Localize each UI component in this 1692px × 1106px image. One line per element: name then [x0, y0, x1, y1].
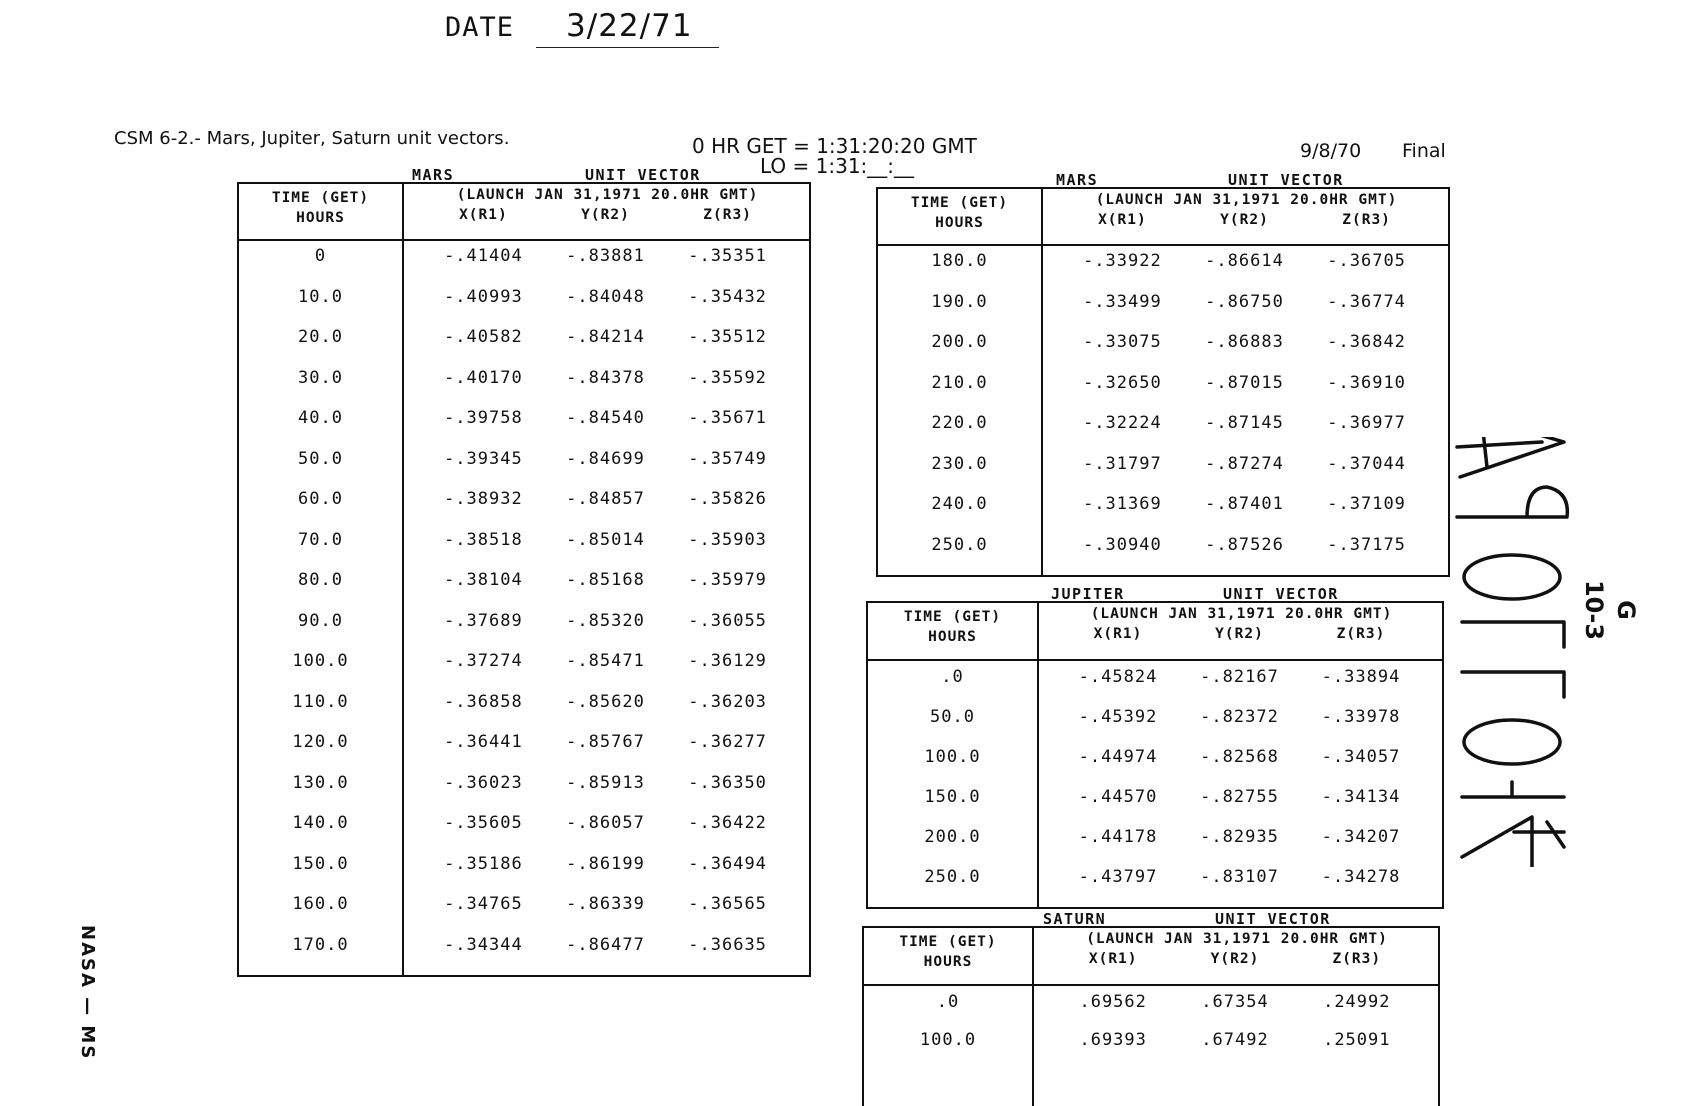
x-cell: -.45392: [1078, 707, 1158, 727]
z-cell: .24992: [1323, 992, 1391, 1012]
revision-status: Final: [1402, 140, 1446, 162]
y-cell: -.86199: [566, 853, 645, 874]
z-cell: -.35351: [688, 246, 767, 266]
z-cell: -.36842: [1327, 332, 1406, 352]
hours-header: HOURS: [296, 210, 345, 226]
time-cell: 140.0: [292, 813, 349, 833]
time-cell: 110.0: [292, 691, 349, 712]
x-cell: -.37274: [444, 651, 523, 671]
y-cell: -.82755: [1200, 787, 1279, 807]
x-cell: -.41404: [444, 246, 523, 266]
hours-header: HOURS: [923, 954, 973, 970]
unit-vector-label: UNIT VECTOR: [585, 166, 701, 184]
footer-text: NASA — MS: [77, 925, 98, 1061]
x-cell: -.40993: [444, 286, 523, 307]
date-line: [445, 8, 719, 48]
zero-hour-get: 0 HR GET = 1:31:20:20 GMT: [692, 134, 977, 158]
time-cell: 100.0: [919, 1030, 977, 1050]
x-header: X(R1): [1088, 951, 1138, 967]
z-cell: -.36350: [688, 772, 767, 793]
z-cell: -.36055: [688, 610, 767, 631]
column-divider: [402, 184, 404, 975]
time-cell: 60.0: [298, 489, 343, 509]
y-header: Y(R2): [1220, 212, 1269, 228]
x-cell: -.44570: [1078, 787, 1158, 807]
z-cell: -.34057: [1321, 747, 1401, 767]
z-cell: -.37109: [1327, 494, 1406, 514]
x-cell: -.44974: [1078, 747, 1158, 767]
z-cell: -.36705: [1327, 251, 1406, 271]
y-cell: -.82935: [1200, 827, 1279, 847]
time-cell: 210.0: [931, 372, 988, 393]
y-header: Y(R2): [1210, 951, 1260, 967]
y-cell: .67354: [1201, 992, 1269, 1012]
z-cell: -.36129: [688, 651, 767, 671]
x-cell: -.30940: [1083, 534, 1162, 555]
launch-header: (LAUNCH JAN 31,1971 20.0HR GMT): [1090, 606, 1393, 622]
z-cell: -.35903: [688, 529, 767, 550]
y-cell: -.86883: [1205, 332, 1284, 352]
table-body-label: MARS: [412, 166, 455, 184]
z-cell: -.36910: [1327, 372, 1406, 393]
z-cell: -.35826: [688, 489, 767, 509]
time-cell: 150.0: [292, 853, 349, 874]
data-table-mars-1: [237, 182, 811, 977]
x-cell: -.32650: [1083, 372, 1162, 393]
data-table-mars-2: [876, 187, 1450, 577]
time-cell: 40.0: [298, 408, 343, 428]
time-cell: 230.0: [931, 453, 988, 474]
date-label: DATE: [445, 12, 515, 43]
column-divider: [1041, 189, 1043, 575]
x-cell: -.35186: [444, 853, 523, 874]
z-cell: -.35512: [688, 327, 767, 347]
x-cell: -.45824: [1078, 667, 1158, 687]
y-cell: -.87526: [1205, 534, 1284, 555]
data-table-saturn: [862, 926, 1440, 1106]
x-header: X(R1): [1098, 212, 1147, 228]
launch-header: (LAUNCH JAN 31,1971 20.0HR GMT): [456, 187, 759, 203]
y-cell: -.87145: [1205, 413, 1284, 433]
time-cell: 190.0: [931, 291, 988, 312]
x-cell: -.35605: [444, 813, 523, 833]
z-cell: -.35671: [688, 408, 767, 428]
time-cell: 180.0: [931, 251, 988, 271]
x-cell: -.39345: [444, 448, 523, 469]
y-cell: -.85620: [566, 691, 645, 712]
x-header: X(R1): [1093, 626, 1143, 642]
x-cell: .69562: [1079, 992, 1147, 1012]
document-caption: CSM 6-2.- Mars, Jupiter, Saturn unit vectors.: [114, 128, 510, 149]
z-cell: -.35979: [688, 570, 767, 590]
x-cell: -.33075: [1083, 332, 1162, 352]
y-cell: -.86750: [1205, 291, 1284, 312]
time-cell: 0: [314, 246, 327, 266]
y-cell: -.84699: [566, 448, 645, 469]
z-cell: -.36494: [688, 853, 767, 874]
time-cell: 10.0: [298, 286, 343, 307]
y-cell: -.84540: [566, 408, 645, 428]
z-cell: -.36203: [688, 691, 767, 712]
y-cell: -.87401: [1205, 494, 1284, 514]
x-cell: -.38518: [444, 529, 523, 550]
y-cell: -.84378: [566, 367, 645, 388]
y-cell: -.83881: [566, 246, 645, 266]
page-number: [1572, 565, 1642, 655]
y-cell: -.84857: [566, 489, 645, 509]
z-cell: -.36565: [688, 894, 767, 914]
y-cell: -.86339: [566, 894, 645, 914]
hours-header: HOURS: [928, 629, 977, 645]
time-cell: 120.0: [292, 732, 349, 752]
z-cell: -.34134: [1321, 787, 1401, 807]
y-cell: -.82568: [1200, 747, 1279, 767]
time-header: TIME (GET): [910, 195, 1009, 211]
time-cell: .0: [941, 667, 964, 687]
z-cell: -.33894: [1321, 667, 1401, 687]
x-cell: -.33499: [1083, 291, 1162, 312]
time-header: TIME (GET): [903, 609, 1002, 625]
time-cell: 250.0: [931, 534, 988, 555]
z-cell: -.35749: [688, 448, 767, 469]
y-cell: -.85767: [566, 732, 645, 752]
time-cell: 200.0: [924, 827, 981, 847]
z-cell: -.36635: [688, 934, 767, 955]
y-cell: -.87015: [1205, 372, 1284, 393]
unit-vector-label: UNIT VECTOR: [1228, 171, 1344, 189]
z-cell: -.34207: [1321, 827, 1401, 847]
y-cell: -.86477: [566, 934, 645, 955]
x-header: X(R1): [459, 207, 508, 223]
time-cell: 220.0: [931, 413, 988, 433]
launch-header: (LAUNCH JAN 31,1971 20.0HR GMT): [1086, 931, 1388, 947]
time-cell: 130.0: [292, 772, 349, 793]
z-header: Z(R3): [1336, 626, 1386, 642]
date-value: 3/22/71: [536, 8, 719, 48]
hours-header: HOURS: [935, 215, 984, 231]
x-cell: -.32224: [1083, 413, 1162, 433]
z-cell: -.36422: [688, 813, 767, 833]
time-cell: 70.0: [298, 529, 343, 550]
x-cell: -.33922: [1083, 251, 1162, 271]
liftoff-time: LO = 1:31:__:__: [760, 154, 915, 178]
data-table-jupiter: [866, 601, 1444, 909]
y-cell: -.83107: [1200, 867, 1279, 887]
z-cell: -.36774: [1327, 291, 1406, 312]
z-cell: -.37175: [1327, 534, 1406, 555]
z-header: Z(R3): [1342, 212, 1391, 228]
table-body-label: JUPITER: [1051, 585, 1125, 603]
y-cell: -.87274: [1205, 453, 1284, 474]
z-cell: -.37044: [1327, 453, 1406, 474]
z-cell: -.33978: [1321, 707, 1401, 727]
x-cell: -.40170: [444, 367, 523, 388]
time-header: TIME (GET): [899, 934, 997, 950]
y-cell: -.85168: [566, 570, 645, 590]
y-header: Y(R2): [1215, 626, 1264, 642]
revision-date: 9/8/70: [1300, 140, 1362, 162]
x-cell: -.34344: [444, 934, 523, 955]
column-divider: [1032, 928, 1034, 1106]
y-cell: -.82167: [1200, 667, 1279, 687]
time-cell: 100.0: [924, 747, 981, 767]
x-cell: -.34765: [444, 894, 523, 914]
y-cell: -.85320: [566, 610, 645, 631]
x-cell: -.36023: [444, 772, 523, 793]
time-header: TIME (GET): [271, 190, 370, 206]
time-cell: 160.0: [292, 894, 349, 914]
y-cell: -.82372: [1200, 707, 1279, 727]
y-cell: -.84214: [566, 327, 645, 347]
column-divider: [1037, 603, 1039, 907]
y-cell: -.85014: [566, 529, 645, 550]
unit-vector-label: UNIT VECTOR: [1215, 910, 1331, 928]
x-cell: -.38104: [444, 570, 523, 590]
x-cell: -.36441: [444, 732, 523, 752]
time-cell: 170.0: [292, 934, 349, 955]
y-cell: -.85913: [566, 772, 645, 793]
x-cell: -.39758: [444, 408, 523, 428]
x-cell: -.44178: [1078, 827, 1158, 847]
z-cell: -.34278: [1321, 867, 1401, 887]
time-cell: 200.0: [931, 332, 988, 352]
time-cell: 250.0: [924, 867, 981, 887]
time-cell: 50.0: [930, 707, 975, 727]
x-cell: -.31369: [1083, 494, 1162, 514]
y-cell: -.86614: [1205, 251, 1284, 271]
z-header: Z(R3): [703, 207, 752, 223]
x-cell: -.43797: [1078, 867, 1158, 887]
z-cell: .25091: [1323, 1030, 1391, 1050]
y-header: Y(R2): [581, 207, 630, 223]
z-cell: -.35592: [688, 367, 767, 388]
page-section: G: [1612, 600, 1640, 620]
y-cell: .67492: [1201, 1030, 1269, 1050]
x-cell: -.31797: [1083, 453, 1162, 474]
time-cell: 50.0: [298, 448, 343, 469]
side-footer: [68, 925, 98, 1075]
x-cell: -.38932: [444, 489, 523, 509]
time-cell: 240.0: [931, 494, 988, 514]
y-cell: -.84048: [566, 286, 645, 307]
time-cell: 80.0: [298, 570, 343, 590]
x-cell: -.40582: [444, 327, 523, 347]
z-cell: -.35432: [688, 286, 767, 307]
page-number-value: 10-3: [1580, 579, 1608, 641]
z-header: Z(R3): [1332, 951, 1382, 967]
x-cell: -.36858: [444, 691, 523, 712]
handwritten-note: [1452, 437, 1577, 867]
time-cell: .0: [936, 992, 960, 1012]
x-cell: .69393: [1079, 1030, 1147, 1050]
x-cell: -.37689: [444, 610, 523, 631]
table-body-label: MARS: [1056, 171, 1099, 189]
time-cell: 150.0: [924, 787, 981, 807]
z-cell: -.36977: [1327, 413, 1406, 433]
y-cell: -.85471: [566, 651, 645, 671]
table-body-label: SATURN: [1043, 910, 1107, 928]
time-cell: 90.0: [298, 610, 343, 631]
time-cell: 100.0: [292, 651, 349, 671]
y-cell: -.86057: [566, 813, 645, 833]
launch-header: (LAUNCH JAN 31,1971 20.0HR GMT): [1095, 192, 1398, 208]
z-cell: -.36277: [688, 732, 767, 752]
time-cell: 30.0: [298, 367, 343, 388]
unit-vector-label: UNIT VECTOR: [1223, 585, 1339, 603]
time-cell: 20.0: [298, 327, 343, 347]
